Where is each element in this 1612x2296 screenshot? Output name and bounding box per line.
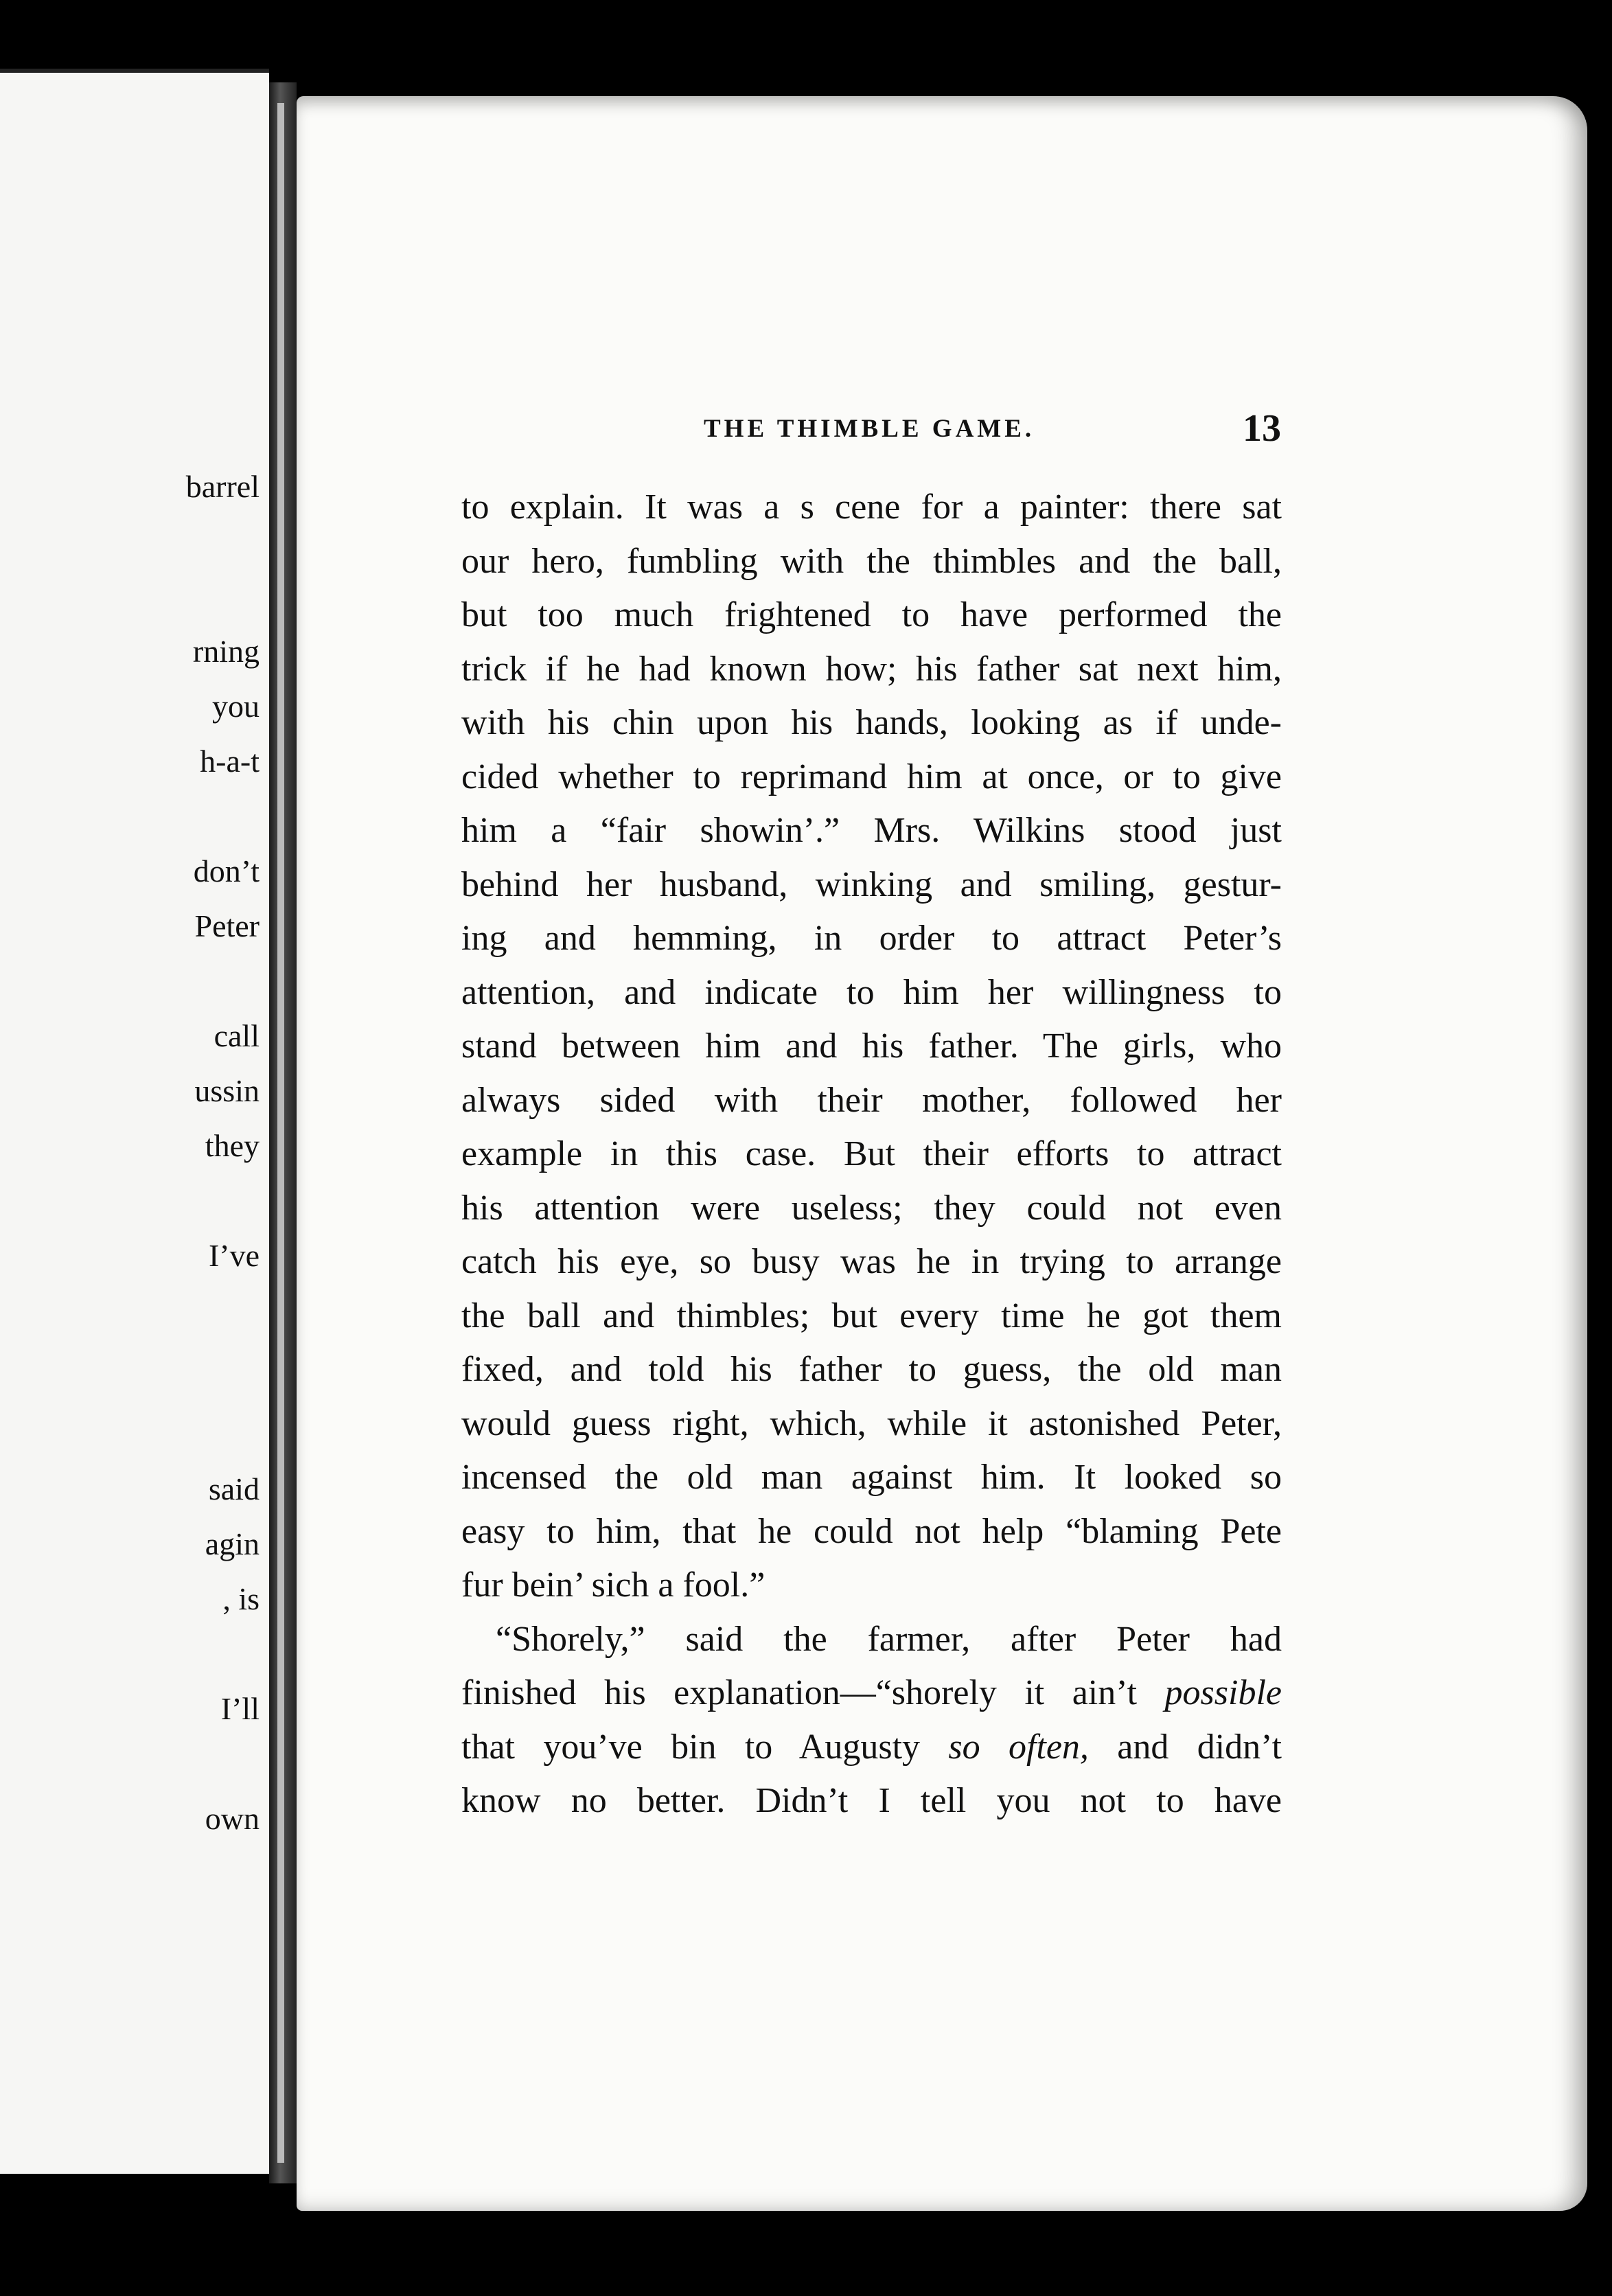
text-line: always sided with their mother, followed her <box>461 1080 1282 1120</box>
text-line: know no better. Didn’t I tell you not to have <box>461 1781 1282 1820</box>
gutter-highlight <box>277 103 284 2163</box>
left-fragment: , is <box>222 1581 260 1616</box>
text-line: his attention were useless; they could not even <box>461 1188 1282 1228</box>
text-line: fur bein’ sich a fool.” <box>461 1565 765 1605</box>
left-fragment: ussin <box>194 1073 260 1108</box>
text-line: trick if he had known how; his father sat next him, <box>461 649 1282 689</box>
text-line: incensed the old man against him. It looked so <box>461 1458 1282 1497</box>
page-number: 13 <box>1243 407 1281 450</box>
text-line: would guess right, which, while it astonished Peter, <box>461 1403 1282 1443</box>
left-fragment: said <box>208 1471 260 1506</box>
left-fragment: don’t <box>193 853 260 888</box>
text-line: easy to him, that he could not help “blaming Pete <box>461 1511 1282 1551</box>
left-fragment: agin <box>205 1526 260 1561</box>
text-line: our hero, fumbling with the thimbles and the ball, <box>461 541 1282 581</box>
text-run: finished his explanation—“shorely it ain’t <box>461 1673 1165 1712</box>
left-fragment: Peter <box>194 908 260 943</box>
left-fragment: rning <box>192 634 260 669</box>
text-line: ing and hemming, in order to attract Peter’s <box>461 919 1282 958</box>
italic-text: so often, <box>948 1727 1089 1767</box>
text-line <box>461 1721 1282 1775</box>
left-fragment: barrel <box>185 469 260 504</box>
left-fragment: I’ll <box>220 1691 260 1726</box>
text-run: that you’ve bin to Augusty <box>461 1727 949 1767</box>
text-line: with his chin upon his hands, looking as if unde- <box>461 703 1282 742</box>
text-line: the ball and thimbles; but every time he got them <box>461 1296 1282 1335</box>
text-line: cided whether to reprimand him at once, or to give <box>461 757 1282 796</box>
running-head: THE THIMBLE GAME. <box>704 415 1035 443</box>
left-fragment: I’ve <box>208 1238 260 1273</box>
text-line: behind her husband, winking and smiling, gestur- <box>461 864 1282 904</box>
left-fragment: you <box>212 689 260 724</box>
text-run: and didn’t <box>1088 1727 1282 1767</box>
text-line: fixed, and told his father to guess, the old man <box>461 1350 1282 1389</box>
text-line: him a “fair showin’.” Mrs. Wilkins stood just <box>461 811 1282 850</box>
text-line: example in this case. But their efforts to attract <box>461 1134 1282 1173</box>
text-line <box>461 1666 1282 1721</box>
italic-text: possible <box>1164 1673 1282 1712</box>
text-line: to explain. It was a s cene for a painter: there sat <box>461 487 1282 527</box>
text-line: stand between him and his father. The girls, who <box>461 1026 1282 1066</box>
text-line: catch his eye, so busy was he in trying to arrange <box>461 1242 1282 1281</box>
left-fragment: h-a-t <box>200 744 260 779</box>
body-text <box>461 481 1282 1828</box>
text-line: but too much frightened to have performed the <box>461 595 1282 634</box>
left-fragment: they <box>205 1128 260 1163</box>
left-fragment: call <box>214 1018 260 1053</box>
text-line: “Shorely,” said the farmer, after Peter had <box>496 1619 1282 1659</box>
text-line: attention, and indicate to him her willingness to <box>461 972 1282 1012</box>
left-page <box>0 69 269 2174</box>
left-fragment: own <box>205 1801 260 1836</box>
